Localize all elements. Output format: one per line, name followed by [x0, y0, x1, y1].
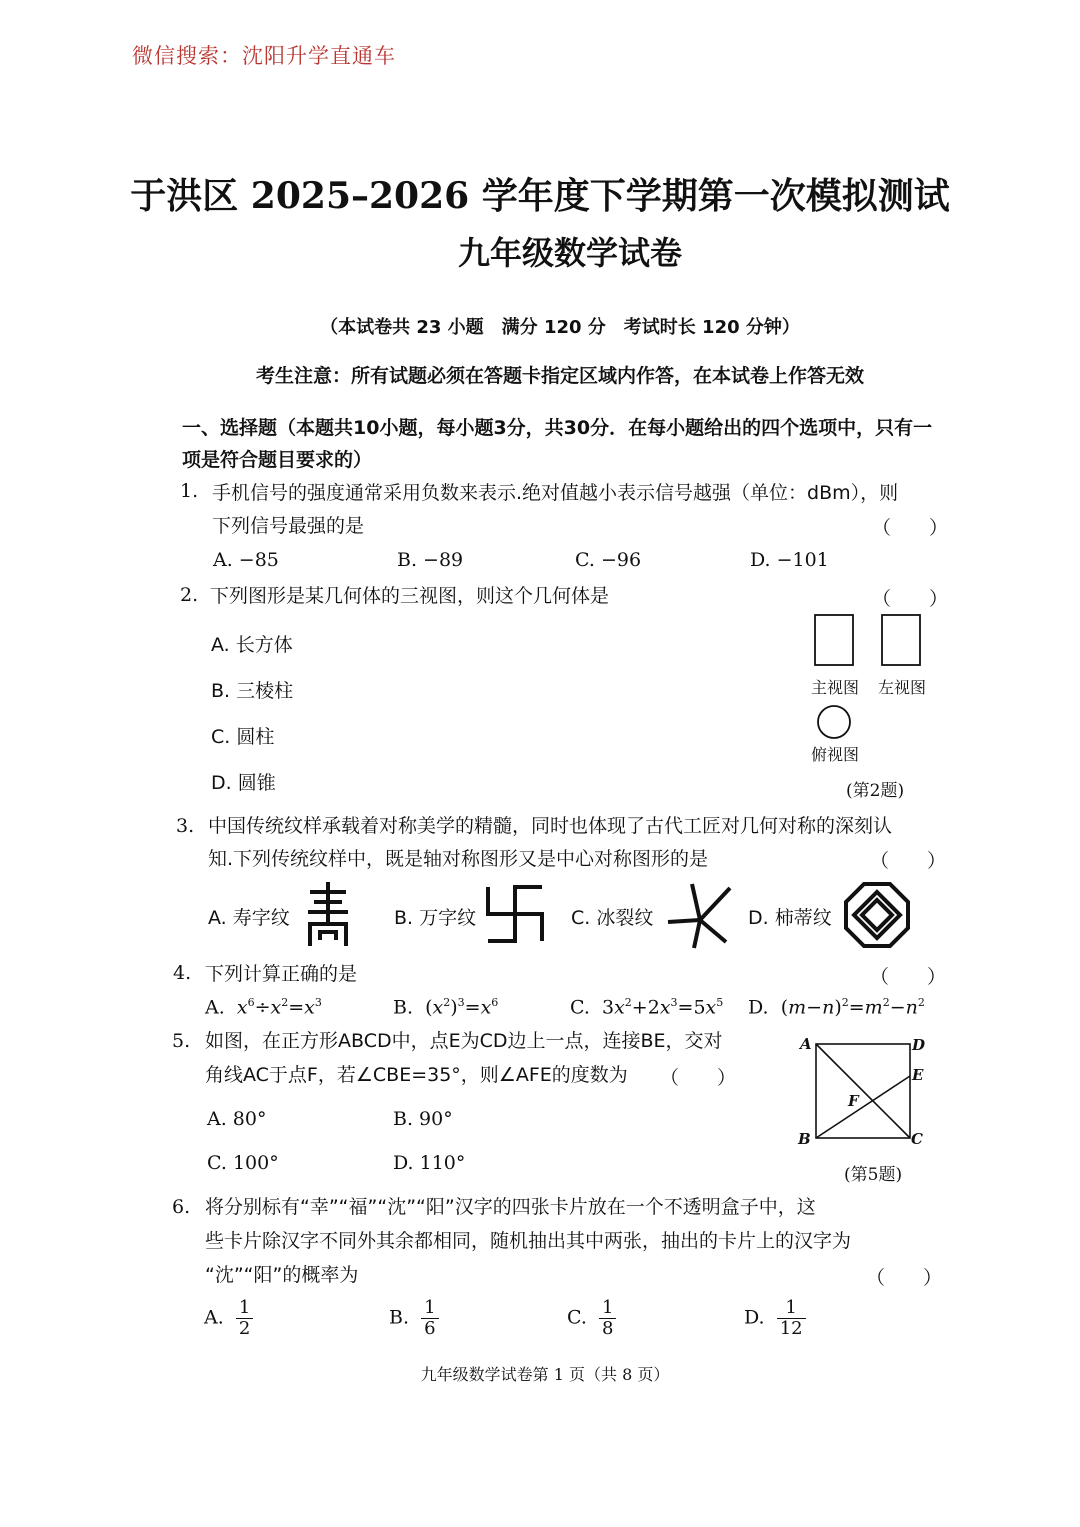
q3-option-a: A. 寿字纹	[208, 907, 290, 929]
q3-option-c: C. 冰裂纹	[571, 907, 654, 929]
segment-be	[816, 1076, 910, 1138]
left-view-label: 左视图	[878, 678, 927, 697]
watermark-text: 微信搜索：沈阳升学直通车	[132, 44, 396, 68]
q2-option-c: C. 圆柱	[211, 726, 275, 748]
q6-option-c-numerator: 1	[599, 1298, 616, 1319]
q4-option-b: B. $(x^2)^3=x^6$	[393, 996, 499, 1019]
q6-option-b-label: B.	[389, 1306, 410, 1329]
q6-option-c	[567, 1298, 616, 1339]
q6-line1: 将分别标有“幸”“福”“沈”“阳”汉字的四张卡片放在一个不透明盒子中，这	[205, 1196, 816, 1218]
point-a-label: A	[800, 1035, 812, 1053]
q6-option-b-fraction	[421, 1298, 438, 1339]
q1-line1: 手机信号的强度通常采用负数来表示.绝对值越小表示信号越强（单位：dBm），则	[212, 482, 899, 504]
page-footer: 九年级数学试卷第 1 页（共 8 页）	[420, 1365, 670, 1384]
q4-answer-paren: （ ）	[870, 966, 947, 988]
exam-subtitle: 九年级数学试卷	[457, 234, 682, 272]
ice-crack-pattern-icon	[666, 880, 732, 950]
q6-number: 6.	[172, 1196, 191, 1218]
wan-pattern-icon	[486, 885, 544, 943]
q2-number: 2.	[180, 584, 199, 606]
section-1-title: 一、选择题（本题共10小题，每小题3分，共30分．在每小题给出的四个选项中，只有一项是符合题目要求的）	[182, 417, 933, 471]
q4-option-a-label: A.	[205, 996, 225, 1019]
q6-option-a	[204, 1298, 253, 1339]
q4-option-d-label: D.	[748, 996, 769, 1019]
q1-answer-paren: （ ）	[872, 517, 949, 539]
q4-text: 下列计算正确的是	[205, 963, 358, 985]
diagonal-ac	[816, 1044, 910, 1138]
q3-answer-paren: （ ）	[870, 850, 947, 872]
q6-line3: “沈”“阳”的概率为	[205, 1264, 359, 1286]
top-view-label: 俯视图	[811, 745, 860, 764]
q4-option-a: A. $x^6\div x^2=x^3$	[205, 996, 322, 1019]
q3-option-b: B. 万字纹	[394, 907, 477, 929]
q2-answer-paren: （ ）	[872, 588, 949, 610]
q4-option-c-label: C.	[570, 996, 590, 1019]
q4-number: 4.	[173, 962, 192, 984]
q2-option-d: D. 圆锥	[211, 772, 276, 794]
point-d-label: D	[912, 1036, 926, 1054]
q6-line2: 些卡片除汉字不同外其余都相同，随机抽出其中两张，抽出的卡片上的汉字为	[205, 1230, 852, 1252]
q6-answer-paren: （ ）	[866, 1267, 943, 1289]
point-f-label: F	[848, 1092, 859, 1110]
q6-option-a-denominator: 2	[238, 1318, 251, 1339]
exam-title: 于洪区 2025–2026 学年度下学期第一次模拟测试	[130, 175, 950, 217]
q2-option-b: B. 三棱柱	[211, 680, 294, 702]
q5-option-d: D. 110°	[393, 1152, 466, 1174]
q5-number: 5.	[172, 1030, 191, 1052]
q5-line1: 如图，在正方形ABCD中，点E为CD边上一点，连接BE，交对	[205, 1030, 723, 1052]
q5-figure-caption: (第5题)	[844, 1165, 903, 1185]
q3-line1: 中国传统纹样承载着对称美学的精髓，同时也体现了古代工匠对几何对称的深刻认	[208, 815, 893, 837]
q1-option-d: D. −101	[750, 549, 829, 571]
q6-option-a-label: A.	[204, 1306, 224, 1329]
q3-line2: 知.下列传统纹样中，既是轴对称图形又是中心对称图形的是	[208, 848, 709, 870]
q6-option-b	[389, 1298, 439, 1339]
q5-line2: 角线AC于点F，若∠CBE=35°，则∠AFE的度数为	[205, 1064, 628, 1086]
q6-option-c-denominator: 8	[602, 1318, 614, 1339]
q4-option-d: D. $(m-n)^2=m^2-n^2$	[748, 996, 925, 1019]
point-c-label: C	[911, 1130, 923, 1148]
q6-option-a-numerator: 1	[236, 1298, 253, 1319]
q6-option-c-fraction	[599, 1298, 616, 1339]
q4-option-c: C. $3x^2+2x^3=5x^5$	[570, 996, 724, 1019]
q6-option-d-denominator: 12	[779, 1318, 803, 1339]
q6-option-b-denominator: 6	[424, 1318, 436, 1339]
q6-option-a-fraction	[236, 1298, 253, 1339]
q5-option-c: C. 100°	[207, 1152, 279, 1174]
q6-option-d	[744, 1298, 806, 1339]
point-b-label: B	[798, 1130, 811, 1148]
q2-option-a: A. 长方体	[211, 634, 293, 656]
q6-option-d-label: D.	[744, 1306, 765, 1329]
persimmon-pattern-icon	[844, 882, 910, 948]
q6-option-b-numerator: 1	[421, 1298, 438, 1319]
exam-notice: 考生注意：所有试题必须在答题卡指定区域内作答，在本试卷上作答无效	[255, 365, 864, 387]
top-view-circle	[818, 706, 850, 738]
q1-option-c: C. −96	[575, 549, 642, 571]
q1-number: 1.	[180, 480, 199, 502]
q5-answer-paren: （ ）	[660, 1067, 737, 1089]
q1-option-a: A. −85	[213, 549, 279, 571]
q3-option-d: D. 柿蒂纹	[748, 907, 832, 929]
q6-option-c-label: C.	[567, 1306, 587, 1329]
q2-figure-caption: (第2题)	[846, 781, 905, 801]
q5-option-a: A. 80°	[207, 1108, 267, 1130]
q2-text: 下列图形是某几何体的三视图，则这个几何体是	[210, 585, 610, 607]
point-e-label: E	[912, 1066, 924, 1084]
q6-option-d-numerator: 1	[777, 1298, 806, 1319]
q3-number: 3.	[176, 815, 195, 837]
q5-option-b: B. 90°	[393, 1108, 453, 1130]
left-view-rect	[882, 615, 920, 665]
q1-line2: 下列信号最强的是	[212, 515, 365, 537]
front-view-rect	[815, 615, 853, 665]
q1-option-b: B. −89	[397, 549, 464, 571]
shou-pattern-icon	[304, 880, 352, 950]
q5-square-figure	[790, 1030, 940, 1155]
front-view-label: 主视图	[811, 678, 860, 697]
q6-option-d-fraction	[777, 1298, 806, 1339]
exam-info: （本试卷共 23 小题 满分 120 分 考试时长 120 分钟）	[320, 317, 800, 338]
q4-option-b-label: B.	[393, 996, 414, 1019]
